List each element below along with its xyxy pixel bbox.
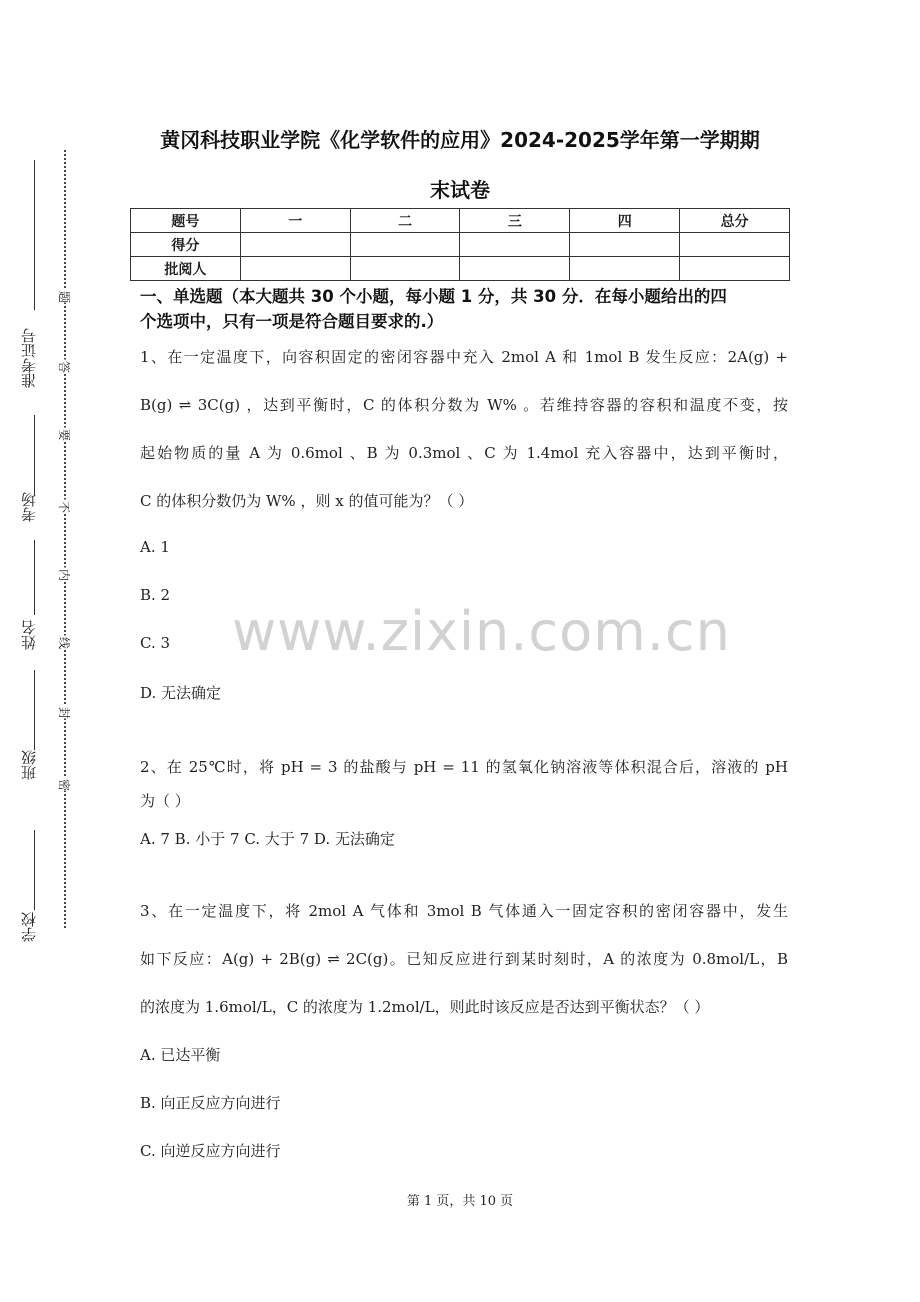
question-3-option-b: B. 向正反应方向进行 [140, 1094, 281, 1112]
question-3-line: 的浓度为 1.6mol/L，C 的浓度为 1.2mol/L，则此时该反应是否达到平衡状态？（ ） [140, 998, 710, 1016]
question-1-option-c: C. 3 [140, 634, 171, 652]
reviewer-cell [680, 257, 790, 281]
seal-dotted-line [64, 150, 66, 928]
seal-char: 内 [58, 567, 71, 582]
reviewer-cell [240, 257, 350, 281]
question-3-option-c: C. 向逆反应方向进行 [140, 1142, 281, 1160]
score-table-header: 题号 [131, 209, 241, 233]
seal-char: 不 [58, 499, 71, 514]
score-table [130, 208, 790, 281]
question-1-line: 1、在一定温度下，向容积固定的密闭容器中充入 2mol A 和 1mol B 发生反应：2A(g) + [140, 348, 788, 366]
field-label-class: 班级 [20, 750, 38, 780]
field-label-name: 姓名 [20, 620, 38, 650]
score-table-row [131, 257, 790, 281]
section-heading [140, 284, 790, 334]
score-cell [680, 233, 790, 257]
section-heading-line: 个选项中，只有一项是符合题目要求的.） [140, 312, 444, 331]
question-1-option-b: B. 2 [140, 586, 171, 604]
field-label-exam-id: 准考证号 [20, 328, 38, 388]
field-line-school [34, 830, 35, 910]
field-line-exam-room [34, 415, 35, 495]
score-table-header-row [131, 209, 790, 233]
reviewer-row-label: 批阅人 [131, 257, 241, 281]
score-table-row [131, 233, 790, 257]
seal-char: 线 [58, 635, 71, 650]
score-row-label: 得分 [131, 233, 241, 257]
field-label-school: 学校 [20, 912, 38, 942]
score-table-header: 三 [460, 209, 570, 233]
score-table-header: 一 [240, 209, 350, 233]
reviewer-cell [570, 257, 680, 281]
question-2-line: 为（ ） [140, 792, 190, 810]
exam-title-line-2: 末试卷 [430, 178, 490, 202]
question-3-line: 如下反应：A(g) + 2B(g) ⇌ 2C(g)。已知反应进行到某时刻时，A 的浓度为 0.8mol/L，B [140, 950, 788, 968]
field-label-exam-room: 考场 [20, 492, 38, 522]
score-cell [570, 233, 680, 257]
question-1-option-d: D. 无法确定 [140, 684, 222, 702]
seal-char: 封 [58, 705, 71, 720]
question-2-line: 2、在 25℃时，将 pH = 3 的盐酸与 pH = 11 的氢氧化钠溶液等体积混合后，溶液的 pH [140, 758, 788, 776]
score-cell [240, 233, 350, 257]
reviewer-cell [350, 257, 460, 281]
reviewer-cell [460, 257, 570, 281]
question-3-option-a: A. 已达平衡 [140, 1046, 221, 1064]
field-line-name [34, 540, 35, 615]
question-1-line: 起始物质的量 A 为 0.6mol 、B 为 0.3mol 、C 为 1.4mol 充入容器中，达到平衡时， [140, 444, 788, 462]
field-line-exam-id [34, 160, 35, 310]
score-cell [460, 233, 570, 257]
seal-char: 要 [58, 427, 71, 442]
watermark: www.zixin.com.cn [232, 600, 731, 663]
field-line-class [34, 670, 35, 750]
question-1-line: C 的体积分数仍为 W% ，则 x 的值可能为？（ ） [140, 492, 474, 510]
question-2-options: A. 7 B. 小于 7 C. 大于 7 D. 无法确定 [140, 830, 395, 848]
score-table-header: 二 [350, 209, 460, 233]
score-cell [350, 233, 460, 257]
question-1-line: B(g) ⇌ 3C(g) ，达到平衡时，C 的体积分数为 W% 。若维持容器的容积和温度不变，按 [140, 396, 788, 414]
question-3-line: 3、在一定温度下，将 2mol A 气体和 3mol B 气体通入一固定容积的密闭容器中，发生 [140, 902, 788, 920]
question-1-option-a: A. 1 [140, 538, 170, 556]
section-heading-line: 一、单选题（本大题共 30 个小题，每小题 1 分，共 30 分．在每小题给出的四 [140, 287, 727, 306]
seal-char: 题 [58, 289, 71, 304]
seal-char: 答 [58, 359, 71, 374]
seal-char: 密 [58, 777, 71, 792]
page-number: 第 1 页，共 10 页 [406, 1194, 514, 1209]
exam-title-line-1: 黄冈科技职业学院《化学软件的应用》2024-2025学年第一学期期 [160, 128, 760, 152]
score-table-header: 总分 [680, 209, 790, 233]
score-table-header: 四 [570, 209, 680, 233]
